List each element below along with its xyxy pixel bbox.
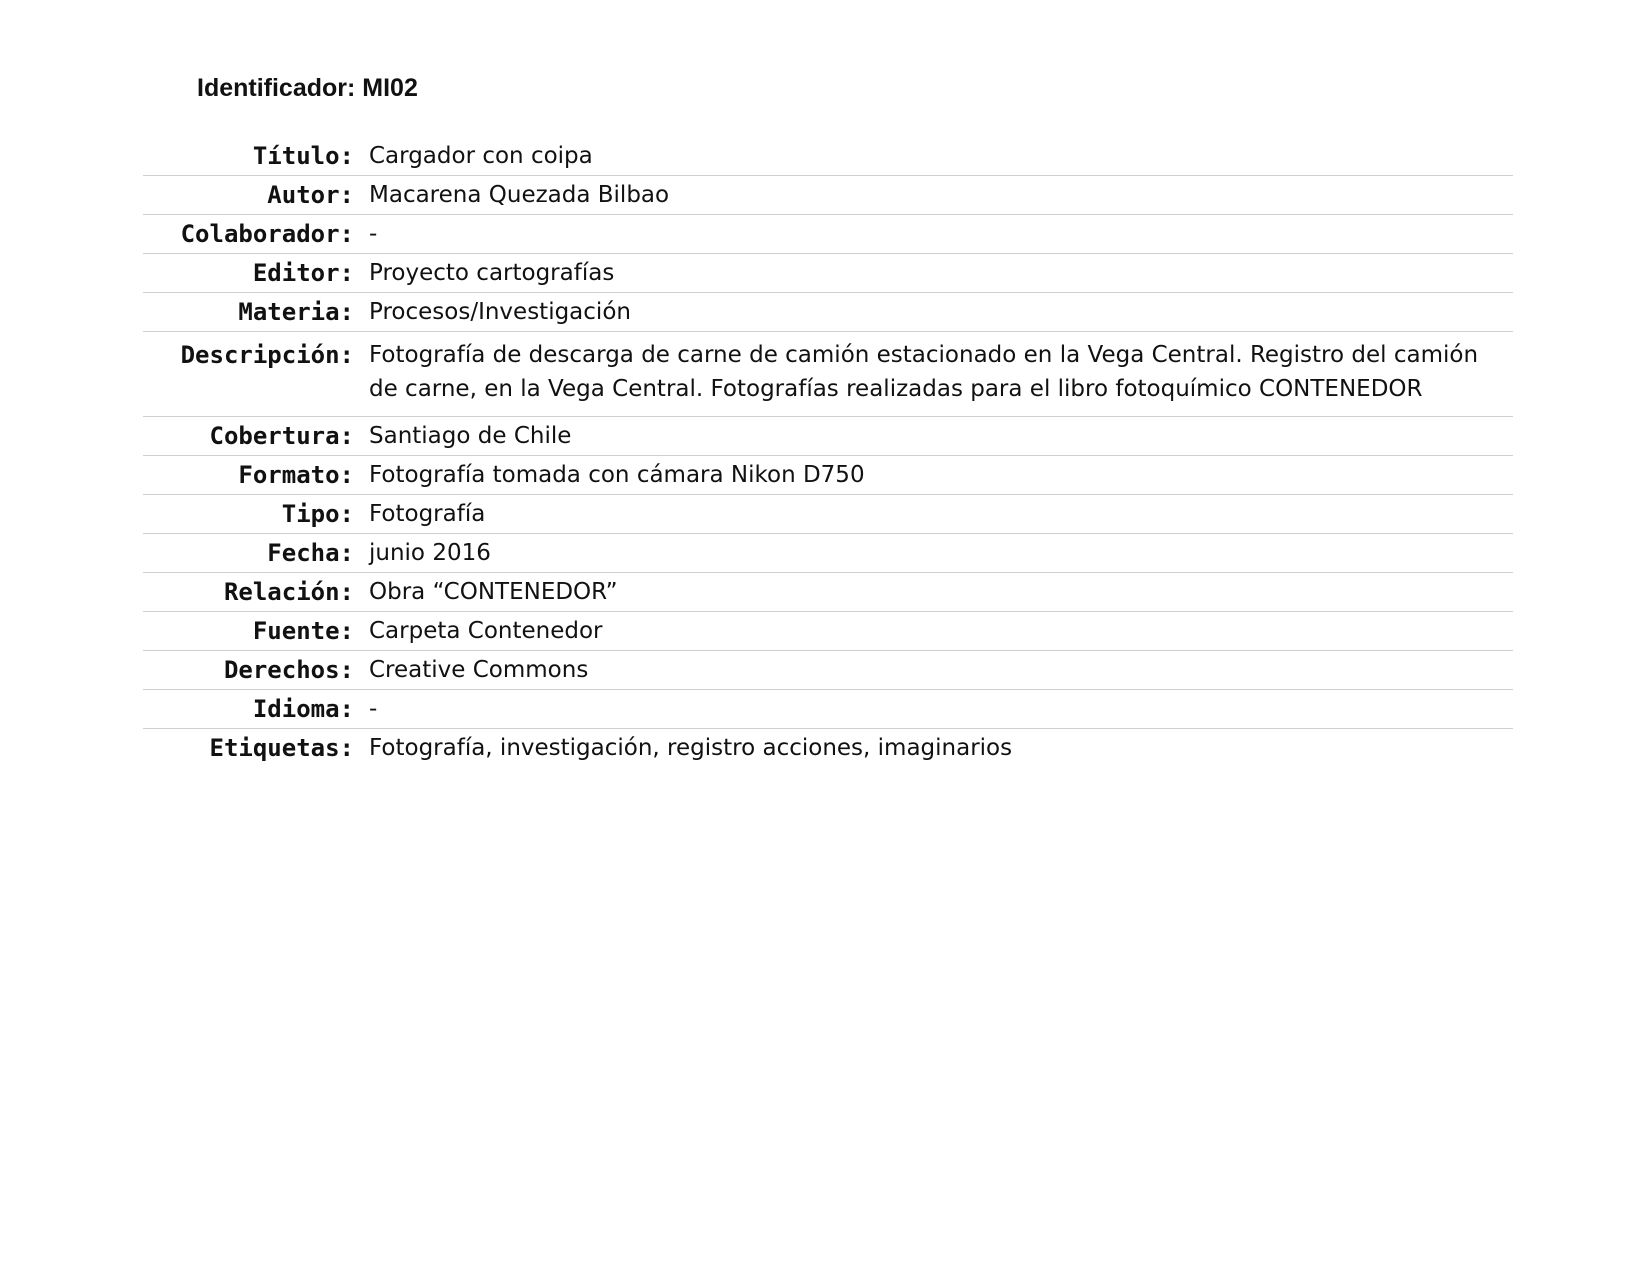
field-label: Título:: [252, 142, 354, 170]
metadata-row-editor: [143, 254, 1513, 293]
field-value: junio 2016: [369, 540, 491, 566]
metadata-row-descripcion: [143, 332, 1513, 417]
field-value: -: [369, 696, 378, 722]
document-identifier: Identificador: MI02: [197, 74, 418, 102]
field-value: Cargador con coipa: [369, 143, 593, 169]
metadata-row-titulo: [143, 137, 1513, 176]
metadata-row-fuente: [143, 612, 1513, 651]
field-label: Fecha:: [267, 539, 354, 567]
field-value: Santiago de Chile: [369, 423, 572, 449]
field-label: Relación:: [223, 578, 354, 606]
field-value: Fotografía tomada con cámara Nikon D750: [369, 462, 865, 488]
metadata-row-colaborador: [143, 215, 1513, 254]
field-label: Colaborador:: [180, 220, 354, 248]
field-value: Carpeta Contenedor: [369, 618, 603, 644]
metadata-row-materia: [143, 293, 1513, 332]
field-label: Autor:: [267, 181, 354, 209]
metadata-row-derechos: [143, 651, 1513, 690]
field-value: -: [369, 221, 378, 247]
field-value: Fotografía: [369, 501, 486, 527]
field-label: Tipo:: [281, 500, 354, 528]
metadata-row-tipo: [143, 495, 1513, 534]
field-label: Idioma:: [252, 695, 354, 723]
field-label: Materia:: [238, 298, 354, 326]
metadata-row-cobertura: [143, 417, 1513, 456]
metadata-row-idioma: [143, 690, 1513, 729]
metadata-table: [143, 137, 1513, 768]
field-value: Obra “CONTENEDOR”: [369, 579, 618, 605]
field-value: Macarena Quezada Bilbao: [369, 182, 670, 208]
field-label: Descripción:: [180, 341, 354, 369]
metadata-row-formato: [143, 456, 1513, 495]
metadata-row-fecha: [143, 534, 1513, 573]
field-value: Fotografía, investigación, registro acciones, imaginarios: [369, 735, 1013, 761]
field-label: Cobertura:: [209, 422, 354, 450]
field-value: Proyecto cartografías: [369, 260, 615, 286]
metadata-row-etiquetas: [143, 729, 1513, 768]
metadata-row-autor: [143, 176, 1513, 215]
field-value: Fotografía de descarga de carne de camión estacionado en la Vega Central. Registro del camión de carne, en la Vega Central. Fotografías realizadas para el libro fotoquímico CONTENEDOR: [369, 342, 1479, 402]
field-label: Formato:: [238, 461, 354, 489]
field-value: Creative Commons: [369, 657, 589, 683]
field-label: Fuente:: [252, 617, 354, 645]
field-label: Derechos:: [223, 656, 354, 684]
field-label: Etiquetas:: [209, 734, 354, 762]
field-label: Editor:: [252, 259, 354, 287]
field-value: Procesos/Investigación: [369, 299, 631, 325]
metadata-row-relacion: [143, 573, 1513, 612]
